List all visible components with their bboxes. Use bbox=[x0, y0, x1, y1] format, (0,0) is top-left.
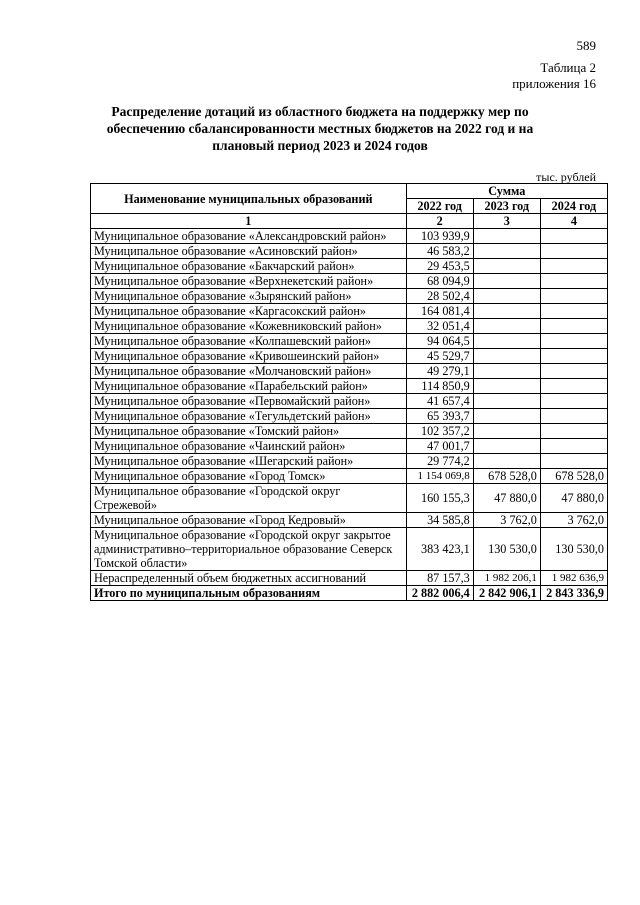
value-2024 bbox=[540, 424, 607, 439]
value-2023: 130 530,0 bbox=[473, 528, 540, 571]
municipality-name: Муниципальное образование «Верхнекетский район» bbox=[91, 274, 407, 289]
value-2023: 3 762,0 bbox=[473, 513, 540, 528]
value-2024 bbox=[540, 394, 607, 409]
value-2022: 41 657,4 bbox=[406, 394, 473, 409]
value-2024 bbox=[540, 334, 607, 349]
table-row bbox=[91, 528, 608, 571]
table-row bbox=[91, 289, 608, 304]
table-row bbox=[91, 334, 608, 349]
value-2022: 103 939,9 bbox=[406, 229, 473, 244]
value-2024: 47 880,0 bbox=[540, 484, 607, 513]
municipality-name: Муниципальное образование «Город Томск» bbox=[91, 469, 407, 484]
value-2022: 29 774,2 bbox=[406, 454, 473, 469]
municipality-name: Муниципальное образование «Парабельский район» bbox=[91, 379, 407, 394]
municipality-name: Муниципальное образование «Городской округ закрытое административно–территориальное образование Северск Томской области» bbox=[91, 528, 407, 571]
value-2022: 102 357,2 bbox=[406, 424, 473, 439]
table-row bbox=[91, 439, 608, 454]
value-2022: 28 502,4 bbox=[406, 289, 473, 304]
value-2022: 46 583,2 bbox=[406, 244, 473, 259]
value-2024: 130 530,0 bbox=[540, 528, 607, 571]
municipality-name: Муниципальное образование «Первомайский район» bbox=[91, 394, 407, 409]
value-2023 bbox=[473, 334, 540, 349]
value-2024 bbox=[540, 229, 607, 244]
value-2023 bbox=[473, 274, 540, 289]
value-2024 bbox=[540, 259, 607, 274]
table-ref-line1: Таблица 2 bbox=[540, 60, 596, 75]
municipality-name: Муниципальное образование «Каргасокский район» bbox=[91, 304, 407, 319]
total-2022: 2 882 006,4 bbox=[406, 586, 473, 601]
table-row bbox=[91, 409, 608, 424]
value-2023 bbox=[473, 454, 540, 469]
value-2022: 160 155,3 bbox=[406, 484, 473, 513]
municipality-name: Муниципальное образование «Город Кедровый» bbox=[91, 513, 407, 528]
value-2022: 65 393,7 bbox=[406, 409, 473, 424]
value-2023 bbox=[473, 319, 540, 334]
column-header-2022: 2022 год bbox=[406, 199, 473, 214]
value-2022: 34 585,8 bbox=[406, 513, 473, 528]
value-2024 bbox=[540, 304, 607, 319]
value-2023: 1 982 206,1 bbox=[473, 571, 540, 586]
value-2024 bbox=[540, 409, 607, 424]
value-2022: 1 154 069,8 bbox=[406, 469, 473, 484]
municipality-name: Муниципальное образование «Кривошеинский район» bbox=[91, 349, 407, 364]
total-row bbox=[91, 586, 608, 601]
value-2022: 383 423,1 bbox=[406, 528, 473, 571]
value-2023 bbox=[473, 349, 540, 364]
value-2023 bbox=[473, 379, 540, 394]
subsidy-table bbox=[90, 183, 608, 601]
table-row bbox=[91, 454, 608, 469]
table-row bbox=[91, 244, 608, 259]
value-2022: 87 157,3 bbox=[406, 571, 473, 586]
column-header-2023: 2023 год bbox=[473, 199, 540, 214]
value-2024 bbox=[540, 349, 607, 364]
value-2023 bbox=[473, 424, 540, 439]
value-2023 bbox=[473, 409, 540, 424]
table-ref-line2: приложения 16 bbox=[512, 76, 596, 91]
table-row bbox=[91, 319, 608, 334]
value-2022: 114 850,9 bbox=[406, 379, 473, 394]
value-2022: 164 081,4 bbox=[406, 304, 473, 319]
page-number: 589 bbox=[576, 38, 596, 53]
value-2024 bbox=[540, 364, 607, 379]
value-2023 bbox=[473, 364, 540, 379]
total-label: Итого по муниципальным образованиям bbox=[91, 586, 407, 601]
column-number: 1 bbox=[91, 214, 407, 229]
document-title: Распределение дотаций из областного бюджета на поддержку мер по обеспечению сбалансированности местных бюджетов на 2022 год и на плановый период 2023 и 2024 годов bbox=[106, 104, 534, 153]
municipality-name: Муниципальное образование «Шегарский район» bbox=[91, 454, 407, 469]
municipality-name: Муниципальное образование «Городской округ Стрежевой» bbox=[91, 484, 407, 513]
value-2024 bbox=[540, 244, 607, 259]
value-2024 bbox=[540, 454, 607, 469]
column-number: 3 bbox=[473, 214, 540, 229]
value-2023 bbox=[473, 229, 540, 244]
value-2023 bbox=[473, 289, 540, 304]
value-2023 bbox=[473, 394, 540, 409]
table-row bbox=[91, 379, 608, 394]
table-row bbox=[91, 229, 608, 244]
value-2024: 1 982 636,9 bbox=[540, 571, 607, 586]
column-group-sum: Сумма bbox=[406, 184, 607, 199]
table-row bbox=[91, 469, 608, 484]
value-2022: 94 064,5 bbox=[406, 334, 473, 349]
column-header-2024: 2024 год bbox=[540, 199, 607, 214]
value-2024 bbox=[540, 379, 607, 394]
value-2023 bbox=[473, 244, 540, 259]
municipality-name: Нераспределенный объем бюджетных ассигнований bbox=[91, 571, 407, 586]
municipality-name: Муниципальное образование «Чаинский район» bbox=[91, 439, 407, 454]
value-2022: 49 279,1 bbox=[406, 364, 473, 379]
column-header-name: Наименование муниципальных образований bbox=[91, 184, 407, 214]
table-body bbox=[91, 229, 608, 586]
value-2023 bbox=[473, 259, 540, 274]
value-2024 bbox=[540, 319, 607, 334]
municipality-name: Муниципальное образование «Кожевниковский район» bbox=[91, 319, 407, 334]
value-2024: 3 762,0 bbox=[540, 513, 607, 528]
value-2024 bbox=[540, 274, 607, 289]
units-label: тыс. рублей bbox=[536, 170, 596, 184]
value-2022: 29 453,5 bbox=[406, 259, 473, 274]
value-2024: 678 528,0 bbox=[540, 469, 607, 484]
table-row bbox=[91, 424, 608, 439]
municipality-name: Муниципальное образование «Молчановский район» bbox=[91, 364, 407, 379]
column-number: 2 bbox=[406, 214, 473, 229]
table-row bbox=[91, 259, 608, 274]
table-row bbox=[91, 349, 608, 364]
value-2023 bbox=[473, 439, 540, 454]
value-2024 bbox=[540, 439, 607, 454]
total-2023: 2 842 906,1 bbox=[473, 586, 540, 601]
value-2022: 68 094,9 bbox=[406, 274, 473, 289]
value-2022: 32 051,4 bbox=[406, 319, 473, 334]
municipality-name: Муниципальное образование «Томский район» bbox=[91, 424, 407, 439]
municipality-name: Муниципальное образование «Зырянский район» bbox=[91, 289, 407, 304]
municipality-name: Муниципальное образование «Асиновский район» bbox=[91, 244, 407, 259]
table-row bbox=[91, 274, 608, 289]
value-2024 bbox=[540, 289, 607, 304]
table-row bbox=[91, 394, 608, 409]
table-row bbox=[91, 484, 608, 513]
value-2022: 45 529,7 bbox=[406, 349, 473, 364]
table-reference bbox=[512, 60, 596, 92]
municipality-name: Муниципальное образование «Тегульдетский район» bbox=[91, 409, 407, 424]
total-2024: 2 843 336,9 bbox=[540, 586, 607, 601]
column-number: 4 bbox=[540, 214, 607, 229]
value-2023 bbox=[473, 304, 540, 319]
table-row bbox=[91, 513, 608, 528]
table-row bbox=[91, 571, 608, 586]
value-2022: 47 001,7 bbox=[406, 439, 473, 454]
table-row bbox=[91, 364, 608, 379]
value-2023: 47 880,0 bbox=[473, 484, 540, 513]
value-2023: 678 528,0 bbox=[473, 469, 540, 484]
municipality-name: Муниципальное образование «Колпашевский район» bbox=[91, 334, 407, 349]
municipality-name: Муниципальное образование «Александровский район» bbox=[91, 229, 407, 244]
table-row bbox=[91, 304, 608, 319]
municipality-name: Муниципальное образование «Бакчарский район» bbox=[91, 259, 407, 274]
